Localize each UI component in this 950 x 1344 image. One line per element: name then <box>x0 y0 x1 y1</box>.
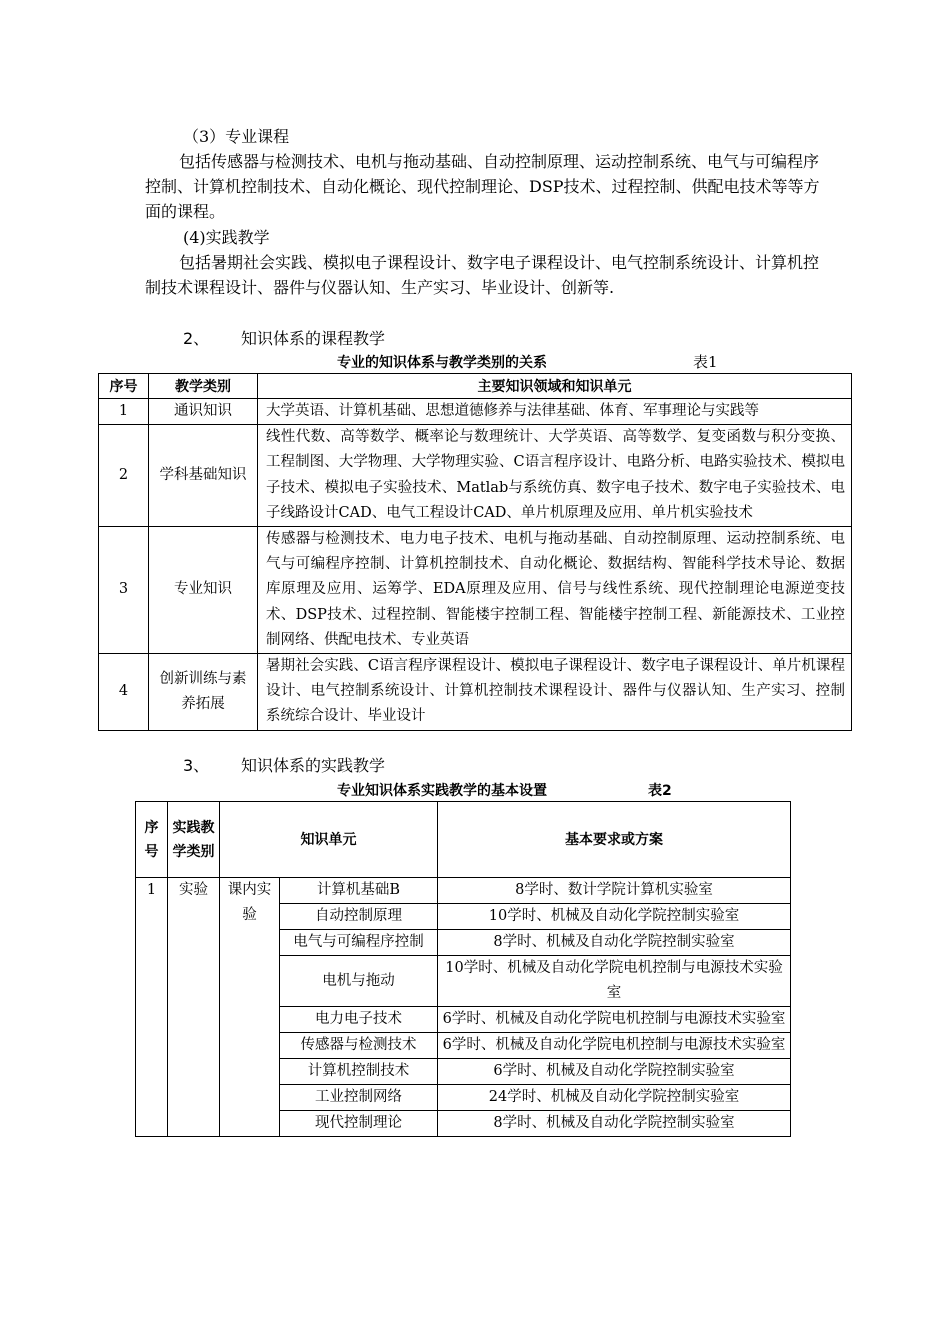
row-content: 大学英语、计算机基础、思想道德修养与法律基础、体育、军事理论与实践等 <box>258 399 852 425</box>
row-unit: 自动控制原理 <box>280 904 438 930</box>
heading-2 <box>183 326 385 349</box>
heading-3-number: 3、 <box>183 756 210 775</box>
col-header-category: 教学类别 <box>149 374 258 399</box>
row-content: 线性代数、高等数学、概率论与数理统计、大学英语、高等数学、复变函数与积分变换、工程制图、大学物理、大学物理实验、C语言程序设计、电路分析、电路实验技术、模拟电子技术、模拟电子实验技术、Matlab与系统仿真、数字电子技术、数字电子实验技术、电子线路设计CAD、电气工程设计CAD、单片机原理及应用、单片机实验技术 <box>258 425 852 527</box>
row-requirement: 6学时、机械及自动化学院控制实验室 <box>438 1059 791 1085</box>
section-4-title: (4)实践教学 <box>183 228 270 247</box>
row-requirement: 6学时、机械及自动化学院电机控制与电源技术实验室 <box>438 1033 791 1059</box>
heading-3-title: 知识体系的实践教学 <box>241 756 386 775</box>
row-requirement: 6学时、机械及自动化学院电机控制与电源技术实验室 <box>438 1007 791 1033</box>
col-header-no: 序号 <box>99 374 149 399</box>
row-no: 1 <box>99 399 149 425</box>
table-row <box>99 399 852 425</box>
table1-label: 表1 <box>693 353 718 371</box>
row-requirement: 10学时、机械及自动化学院控制实验室 <box>438 904 791 930</box>
row-content: 暑期社会实践、C语言程序课程设计、模拟电子课程设计、数字电子课程设计、单片机课程设计、电气控制系统设计、计算机控制技术课程设计、器件与仪器认知、生产实习、控制系统综合设计、毕业设计 <box>258 654 852 731</box>
section-3-body: 包括传感器与检测技术、电机与拖动基础、自动控制原理、运动控制系统、电气与可编程序控制、计算机控制技术、自动化概论、现代控制理论、DSP技术、过程控制、供配电技术等等方面的课程。 <box>145 152 820 221</box>
row-unit: 电机与拖动 <box>280 956 438 1007</box>
practice-teaching-table <box>135 801 791 1137</box>
table-row <box>99 527 852 654</box>
row-unit: 电气与可编程序控制 <box>280 930 438 956</box>
row-no: 4 <box>99 654 149 731</box>
row-requirement: 10学时、机械及自动化学院电机控制与电源技术实验室 <box>438 956 791 1007</box>
table-header-row <box>136 802 791 878</box>
col-header-unit: 知识单元 <box>220 802 438 878</box>
col-header-no: 序号 <box>136 802 168 878</box>
row-category: 通识知识 <box>149 399 258 425</box>
table-row <box>99 654 852 731</box>
row-category: 学科基础知识 <box>149 425 258 527</box>
row-requirement: 8学时、数计学院计算机实验室 <box>438 878 791 904</box>
table-row <box>136 878 791 904</box>
row-unit: 计算机控制技术 <box>280 1059 438 1085</box>
row-no: 2 <box>99 425 149 527</box>
row-content: 传感器与检测技术、电力电子技术、电机与拖动基础、自动控制原理、运动控制系统、电气与可编程序控制、计算机控制技术、自动化概论、数据结构、智能科学技术导论、数据库原理及应用、运筹学、EDA原理及应用、信号与线性系统、现代控制理论电源逆变技术、DSP技术、过程控制、智能楼宇控制工程、智能楼宇控制工程、新能源技术、工业控制网络、供配电技术、专业英语 <box>258 527 852 654</box>
row-requirement: 8学时、机械及自动化学院控制实验室 <box>438 1111 791 1137</box>
row-no: 3 <box>99 527 149 654</box>
col-header-requirement: 基本要求或方案 <box>438 802 791 878</box>
knowledge-system-table <box>98 373 852 731</box>
table-row <box>99 425 852 527</box>
row-category: 创新训练与素养拓展 <box>149 654 258 731</box>
table2-caption: 专业知识体系实践教学的基本设置 <box>337 783 547 799</box>
heading-3 <box>183 753 385 776</box>
section-4-body: 包括暑期社会实践、模拟电子课程设计、数字电子课程设计、电气控制系统设计、计算机控制技术课程设计、器件与仪器认知、生产实习、毕业设计、创新等. <box>145 253 820 297</box>
row-unit: 传感器与检测技术 <box>280 1033 438 1059</box>
table-header-row <box>99 374 852 399</box>
section-3-title: （3）专业课程 <box>183 127 290 146</box>
row-category: 专业知识 <box>149 527 258 654</box>
col-header-content: 主要知识领域和知识单元 <box>258 374 852 399</box>
col-header-category: 实践教学类别 <box>168 802 220 878</box>
heading-2-title: 知识体系的课程教学 <box>241 329 386 348</box>
row-unit: 电力电子技术 <box>280 1007 438 1033</box>
group-category: 实验 <box>168 878 220 1137</box>
table2-label: 表2 <box>648 783 672 799</box>
row-unit: 工业控制网络 <box>280 1085 438 1111</box>
table1-caption: 专业的知识体系与教学类别的关系 <box>337 355 547 371</box>
group-no: 1 <box>136 878 168 1137</box>
heading-2-number: 2、 <box>183 329 210 348</box>
row-requirement: 24学时、机械及自动化学院控制实验室 <box>438 1085 791 1111</box>
row-unit: 现代控制理论 <box>280 1111 438 1137</box>
group-subcategory: 课内实验 <box>220 878 280 1137</box>
row-unit: 计算机基础B <box>280 878 438 904</box>
row-requirement: 8学时、机械及自动化学院控制实验室 <box>438 930 791 956</box>
